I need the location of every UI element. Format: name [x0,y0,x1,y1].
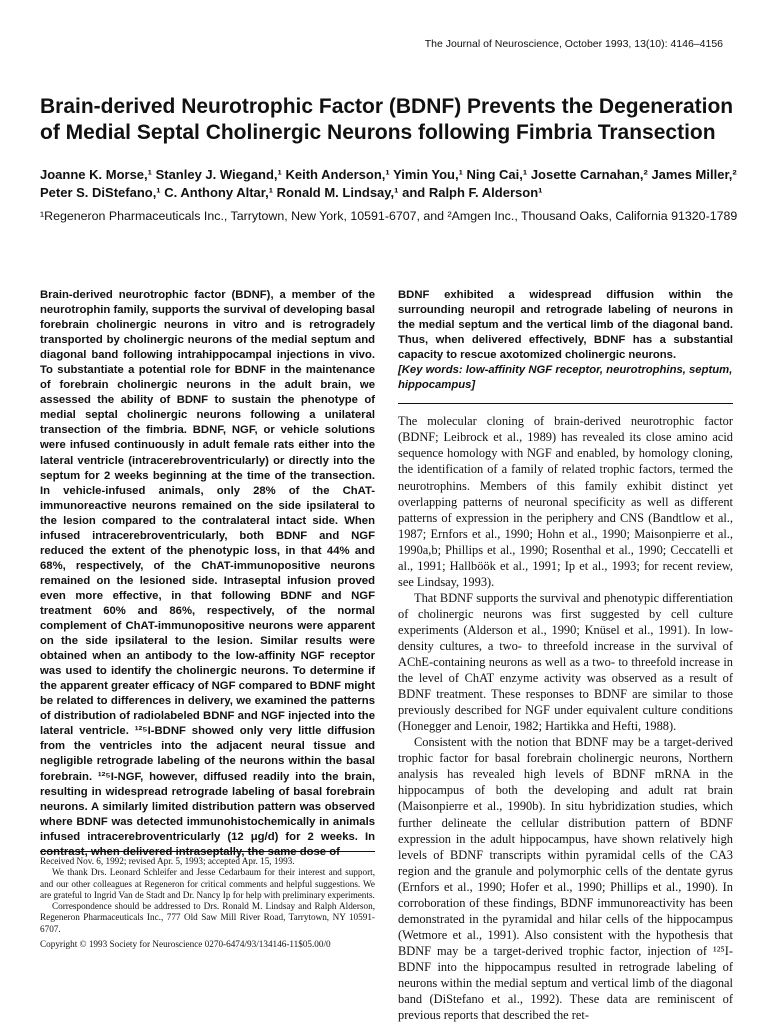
affiliations: ¹Regeneron Pharmaceuticals Inc., Tarrytown, New York, 10591-6707, and ²Amgen Inc., Thousand Oaks, California 91320-1789 [40,209,738,223]
abstract-right: BDNF exhibited a widespread diffusion within the surrounding neuropil and retrograde labeling of neurons in the medial septum and the vertical limb of the diagonal band. Thus, when delivered effectively, BDNF has a substantial capacity to rescue axotomized cholinergic neurons. [398,289,733,362]
abstract-left: Brain-derived neurotrophic factor (BDNF), a member of the neurotrophin family, supports the survival of developing basal forebrain cholinergic neurons in vitro and is retrogradely transported by cholinergic neurons of the medial septum and diagonal band following intrahippocampal injections in vivo. To substantiate a potential role for BDNF in the maintenance of forebrain cholinergic neurons in the adult brain, we assessed the ability of BDNF to sustain the phenotype of medial septal cholinergic neurons following a unilateral transection of the fimbria. BDNF, NGF, or vehicle solutions were infused continuously in adult female rats either into the lateral ventricle (intracerebroventricularly) or directly into the septum for 2 weeks beginning at the time of the transection. In vehicle-infused animals, only 28% of the ChAT-immunoreactive neurons remained on the side ipsilateral to the lesion compared to the contralateral intact side. When infused intracerebroventricularly, both BDNF and NGF reduced the extent of the phenotypic loss, in that 44% and 68%, respectively, of the ChAT-immunopositive neurons remained on the lesioned side. Intraseptal infusion proved even more effective, in that following BDNF and NGF treatment 60% and 86%, respectively, of the normal complement of ChAT-immunopositive neurons were apparent on the side ipsilateral to the lesion. Similar results were obtained when an antibody to the low-affinity NGF receptor was used to identify the cholinergic neurons. To determine if the apparent greater efficacy of NGF compared to BDNF might be related to differences in delivery, we examined the patterns of distribution of radiolabeled BDNF and NGF injected into the lateral ventricle. ¹²⁵I-BDNF showed only very little diffusion from the ventricles into the adjacent neural tissue and negligible retrograde labeling of the neurons within the basal forebrain. ¹²⁵I-NGF, however, diffused readily into the brain, resulting in widespread retrograde labeling of basal forebrain neurons. A similarly limited distribution pattern was observed where BDNF was detected immunohistochemically in animals infused intracerebroventricularly (12 μg/d) for 2 weeks. In contrast, when delivered intraseptally, the same dose of [40,289,375,858]
footnotes [40,851,375,950]
footnote-acknowledgments: We thank Drs. Leonard Schleifer and Jesse Cedarbaum for their interest and support, and our other colleagues at Regeneron for critical comments and helpful suggestions. We are grateful to Ingrid Van de Stadt and Dr. Nancy Ip for help with preliminary experiments. [40,867,375,900]
article-title: Brain-derived Neurotrophic Factor (BDNF) Prevents the Degeneration of Medial Septal Cholinergic Neurons following Fimbria Transection [40,95,734,144]
keywords: [Key words: low-affinity NGF receptor, neurotrophins, septum, hippocampus] [398,364,733,392]
body-paragraph-2: That BDNF supports the survival and phenotypic differentiation of cholinergic neurons was first suggested by cell culture experiments (Alderson et al., 1990; Knüsel et al., 1991). In low-density cultures, a two- to threefold increase in the survival of AChE-containing neurons as well as a two- to threefold increase in the level of ChAT enzyme activity was observed as a result of BDNF treatment. These responses to BDNF are similar to those previously described for NGF under equivalent culture conditions (Honegger and Lenoir, 1982; Hartikka and Hefti, 1988). [398,590,733,734]
footnote-copyright: Copyright © 1993 Society for Neuroscience 0270-6474/93/134146-11$05.00/0 [40,939,331,950]
footnote-correspondence: Correspondence should be addressed to Drs. Ronald M. Lindsay and Ralph Alderson, Regeneron Pharmaceuticals Inc., 777 Old Saw Mill River Road, Tarrytown, NY 10591-6707. [40,901,375,934]
body-paragraph-3: Consistent with the notion that BDNF may be a target-derived trophic factor for basal forebrain cholinergic neurons, Northern analysis has revealed high levels of BDNF mRNA in the hippocampus of both the developing and adult rat brain (Maisonpierre et al., 1990b). In situ hybridization studies, which further delineate the cellular distribution pattern of BDNF expression in the adult hippocampus, have shown relatively high levels of BDNF transcripts within pyramidal cells of the CA3 region and the granule and polymorphic cells of the dentate gyrus (Ernfors et al., 1990; Hofer et al., 1990; Phillips et al., 1990). In corroboration of these findings, BDNF immunoreactivity has been demonstrated in the pyramidal and hilar cells of the hippocampus (Wetmore et al., 1991). Also consistent with the hypothesis that BDNF may be a target-derived trophic factor, injection of ¹²⁵I-BDNF into the hippocampus resulted in retrograde labeling of neurons within the medial septum and vertical limb of the diagonal band (DiStefano et al., 1992). These data are reminiscent of previous reports that described the ret- [398,735,733,1023]
journal-header: The Journal of Neuroscience, October 1993, 13(10): 4146–4156 [424,38,723,50]
right-column [398,288,733,1023]
abstract-divider [398,403,733,404]
body-paragraph-1: The molecular cloning of brain-derived neurotrophic factor (BDNF; Leibrock et al., 1989) has revealed its close amino acid sequence homology with NGF and enabled, by homology cloning, the identification of a family of related trophic factors, termed the neurotrophins. Members of this family exhibit distinct yet overlapping patterns of neuronal specificity as well as different patterns of expression in the periphery and CNS (Bandtlow et al., 1987; Ernfors et al., 1990; Hohn et al., 1990; Maisonpierre et al., 1990a,b; Phillips et al., 1990; Rosenthal et al., 1990; Ceccatelli et al., 1991; Hallböök et al., 1991; Ip et al., 1993; for recent review, see Lindsay, 1993). [398,414,733,589]
author-list: Joanne K. Morse,¹ Stanley J. Wiegand,¹ Keith Anderson,¹ Yimin You,¹ Ning Cai,¹ Josette Carnahan,² James Miller,² Peter S. DiStefano,¹ C. Anthony Altar,¹ Ronald M. Lindsay,¹ and Ralph F. Alderson¹ [40,167,737,200]
footnote-received: Received Nov. 6, 1992; revised Apr. 5, 1993; accepted Apr. 15, 1993. [40,856,295,866]
left-column [40,288,375,860]
